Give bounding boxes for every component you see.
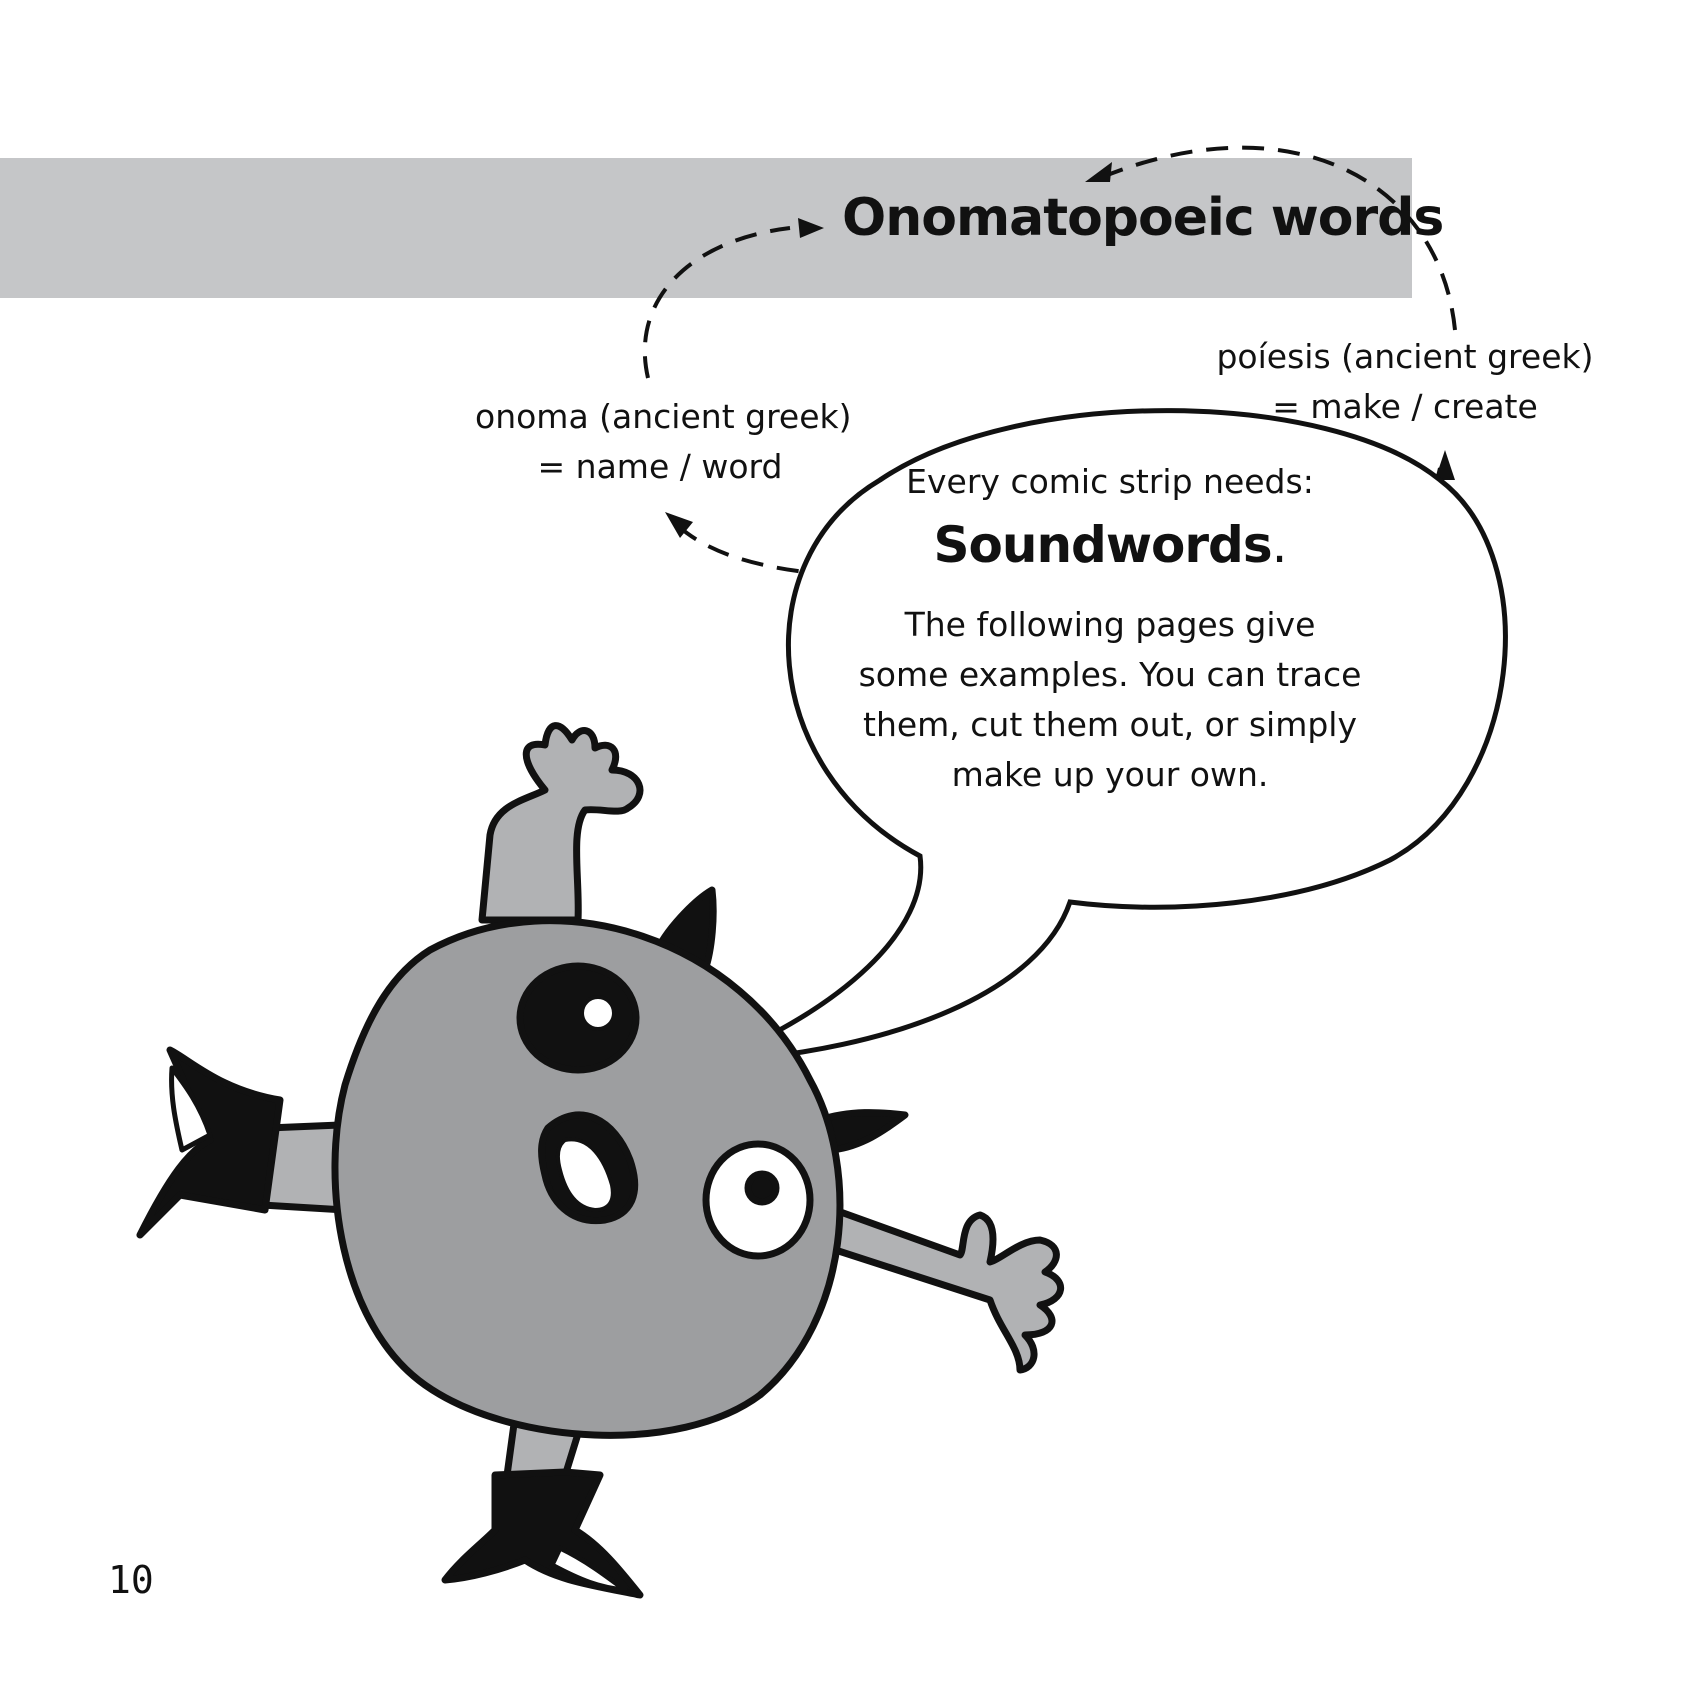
raised-arm bbox=[482, 726, 640, 920]
bubble-body bbox=[850, 600, 1370, 800]
poiesis-meaning: = make / create bbox=[1272, 387, 1538, 426]
poiesis-etymology bbox=[1215, 332, 1595, 432]
onoma-etymology bbox=[475, 392, 852, 492]
keyword-period: . bbox=[1271, 516, 1287, 574]
arrowhead-left-icon bbox=[1085, 162, 1112, 182]
bubble-intro: Every comic strip needs: bbox=[906, 462, 1314, 501]
page-title: Onomatopoeic words bbox=[842, 188, 1444, 248]
keyword-text: Soundwords bbox=[933, 516, 1272, 574]
bubble-line: The following pages give bbox=[904, 605, 1316, 644]
right-eye-pupil bbox=[748, 1174, 776, 1202]
dashed-arrow-to-title bbox=[645, 228, 790, 378]
bubble-line: some examples. You can trace bbox=[858, 655, 1362, 694]
onoma-meaning: = name / word bbox=[537, 447, 783, 486]
bubble-line: them, cut them out, or simply bbox=[863, 705, 1357, 744]
right-arm bbox=[820, 1210, 1061, 1370]
page-number: 10 bbox=[108, 1558, 154, 1602]
left-hand bbox=[140, 1050, 280, 1235]
arrowhead-right-icon bbox=[798, 218, 824, 238]
bubble-keyword bbox=[850, 516, 1370, 574]
bubble-line: make up your own. bbox=[951, 755, 1269, 794]
poiesis-origin: poíesis (ancient greek) bbox=[1216, 337, 1594, 376]
onoma-origin: onoma (ancient greek) bbox=[475, 397, 852, 436]
left-eye bbox=[520, 966, 636, 1070]
left-eye-pupil bbox=[582, 997, 614, 1029]
